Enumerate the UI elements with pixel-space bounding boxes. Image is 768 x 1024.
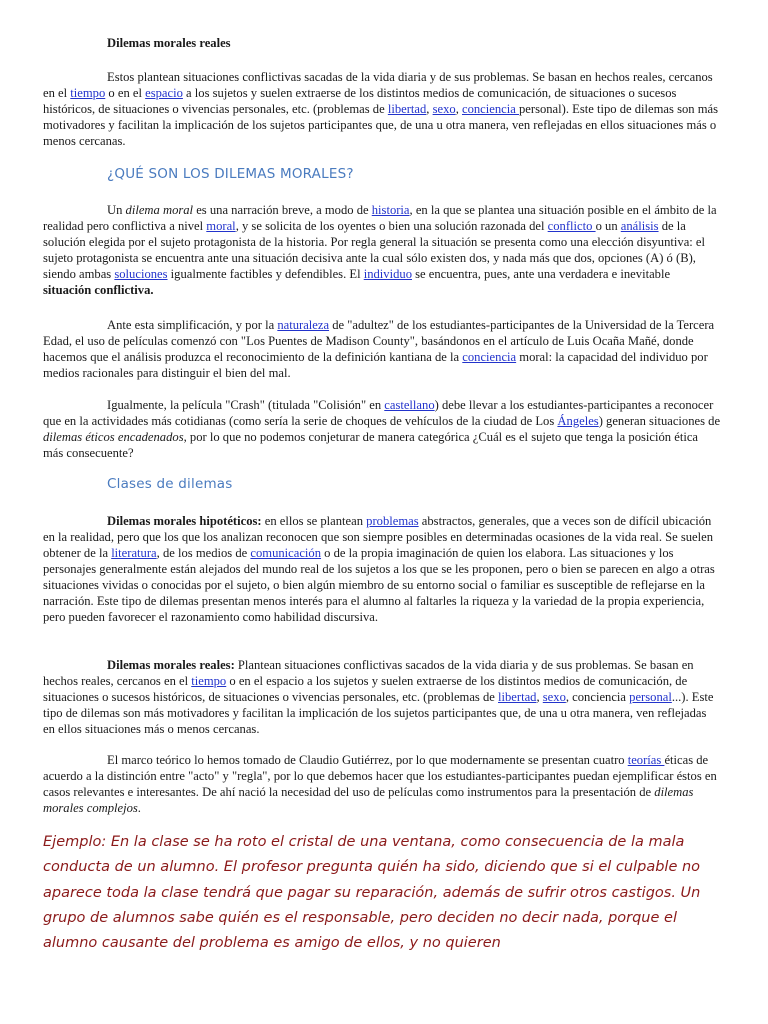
link-espacio[interactable]: espacio [145,86,183,100]
link-angeles[interactable]: Ángeles [557,414,599,428]
paragraph-simplificacion: Ante esta simplificación, y por la naturaleza de "adultez" de los estudiantes-participantes de la Universidad de la Tercera Edad, el uso de películas comenzó con "Los Puentes de Madison County", basándonos en el artículo de Luis Ocaña Mañé, donde hacemos que el análisis produzca el reconocimiento de la definición kantiana de la conciencia moral: la capacidad del individuo por medios racionales para distinguir el bien del mal. [43,318,715,380]
link-personal[interactable]: personal [629,690,672,704]
paragraph-dilemas-hipoteticos: Dilemas morales hipotéticos: en ellos se plantean problemas abstractos, generales, que a veces son de difícil ubicación en la realidad, pero que los que los analizan reconocen que son siempre posibles en determinadas ocasiones de la vida real. Se suelen obtener de la literatura, de los medios de comunicación o de la propia imaginación de quien los elabora. Las situaciones y los personajes generalmente están alejados del mundo real de los sujetos a los que se les proponen, pero o bien se parecen en algo a otras situaciones vividas o conocidas por el sujeto, o bien algún miembro de su entorno social o familiar es susceptible de reflejarse en la narración. Este tipo de dilemas presentan menos interés para el alumno al faltarles la riqueza y la variedad de la propia experiencia, pero pueden favorecer el razonamiento como habilidad discursiva. [43,514,715,624]
link-comunicacion[interactable]: comunicación [250,546,322,560]
heading-clases-dilemas: Clases de dilemas [107,476,233,492]
link-literatura[interactable]: literatura [111,546,157,560]
link-libertad-2[interactable]: libertad [498,690,537,704]
link-historia[interactable]: historia [371,203,410,217]
link-sexo-2[interactable]: sexo [542,690,566,704]
link-teorias[interactable]: teorías [627,753,665,767]
heading-que-son-dilemas: ¿QUÉ SON LOS DILEMAS MORALES? [107,166,354,182]
paragraph-dilemas-reales: Dilemas morales reales: Plantean situaciones conflictivas sacados de la vida diaria y de sus problemas. Se basan en hechos reales, cercanos en el tiempo o en el espacio a los sujetos y suelen extraerse de los distintos medios de comunicación, de situaciones o sucesos históricos, de situaciones o vivencias personales, etc. (problemas de libertad, sexo, conciencia personal...). Este tipo de dilemas son más motivadores y facilitan la implicación de los sujetos participantes que, de una u otra manera, ven reflejadas en ellos situaciones más o menos cercanas. [43,658,714,736]
link-conflicto[interactable]: conflicto [547,219,596,233]
example-paragraph: Ejemplo: En la clase se ha roto el cristal de una ventana, como consecuencia de la mala conducta de un alumno. El profesor pregunta quién ha sido, diciendo que si el culpable no aparece toda la clase tendrá que pagar su reparación, además de sufrir otros castigos. Un grupo de alumnos sabe quién es el responsable, pero deciden no decir nada, porque el alumno causante del problema es amigo de ellos, y no quieren [43,834,701,952]
link-moral[interactable]: moral [206,219,236,233]
link-individuo[interactable]: individuo [363,267,412,281]
link-tiempo[interactable]: tiempo [70,86,106,100]
paragraph-marco-teorico: El marco teórico lo hemos tomado de Claudio Gutiérrez, por lo que modernamente se presentan cuatro teorías éticas de acuerdo a la distinción entre "acto" y "regla", por lo que debemos hacer que los estudiantes-participantes puedan ejemplificar éstos en casos relevantes e interesantes. De ahí nació la necesidad del uso de películas como instrumentos para la presentación de dilemas morales complejos. [43,753,717,815]
link-conciencia-2[interactable]: conciencia [462,350,517,364]
section-title-dilemas-reales: Dilemas morales reales [107,36,231,50]
link-conciencia[interactable]: conciencia [461,102,519,116]
link-castellano[interactable]: castellano [384,398,435,412]
paragraph-definicion-dilema: Un dilema moral es una narración breve, a modo de historia, en la que se plantea una situación posible en el ámbito de la realidad pero conflictiva a nivel moral, y se solicita de los oyentes o bien una solución razonada del conflicto o un análisis de la solución elegida por el sujeto protagonista de la historia. Por regla general la situación se presenta como una elección disyuntiva: el sujeto protagonista se encuentra ante una situación decisiva ante la cual sólo existen dos, y nada más que dos, opciones (A) ó (B), siendo ambas soluciones igualmente factibles y defendibles. El individuo se encuentra, pues, ante una verdadera e inevitable situación conflictiva. [43,203,717,297]
link-libertad[interactable]: libertad [387,102,427,116]
link-soluciones[interactable]: soluciones [114,267,168,281]
paragraph-crash: Igualmente, la película "Crash" (titulada "Colisión" en castellano) debe llevar a los estudiantes-participantes a reconocer que en la actividades más cotidianas (como sería la serie de choques de vehículos de la ciudad de Los Ángeles) generan situaciones de dilemas éticos encadenados, por lo que no podemos conjeturar de manera categórica ¿Cuál es el sujeto que tenga la posición ética más consecuente? [43,398,721,460]
link-analisis[interactable]: análisis [620,219,659,233]
link-sexo[interactable]: sexo [432,102,456,116]
link-naturaleza[interactable]: naturaleza [277,318,330,332]
link-tiempo-2[interactable]: tiempo [191,674,227,688]
paragraph-dilemas-reales-intro: Estos plantean situaciones conflictivas sacadas de la vida diaria y de sus problemas. Se basan en hechos reales, cercanos en el tiempo o en el espacio a los sujetos y suelen extraerse de los distintos medios de comunicación, de situaciones o sucesos históricos, de situaciones o vivencias personales, etc. (problemas de libertad, sexo, conciencia personal). Este tipo de dilemas son más motivadores y facilitan la implicación de los sujetos participantes que, de una u otra manera, ven reflejadas en ellos situaciones más o menos cercanas. [43,70,718,148]
link-problemas[interactable]: problemas [366,514,419,528]
